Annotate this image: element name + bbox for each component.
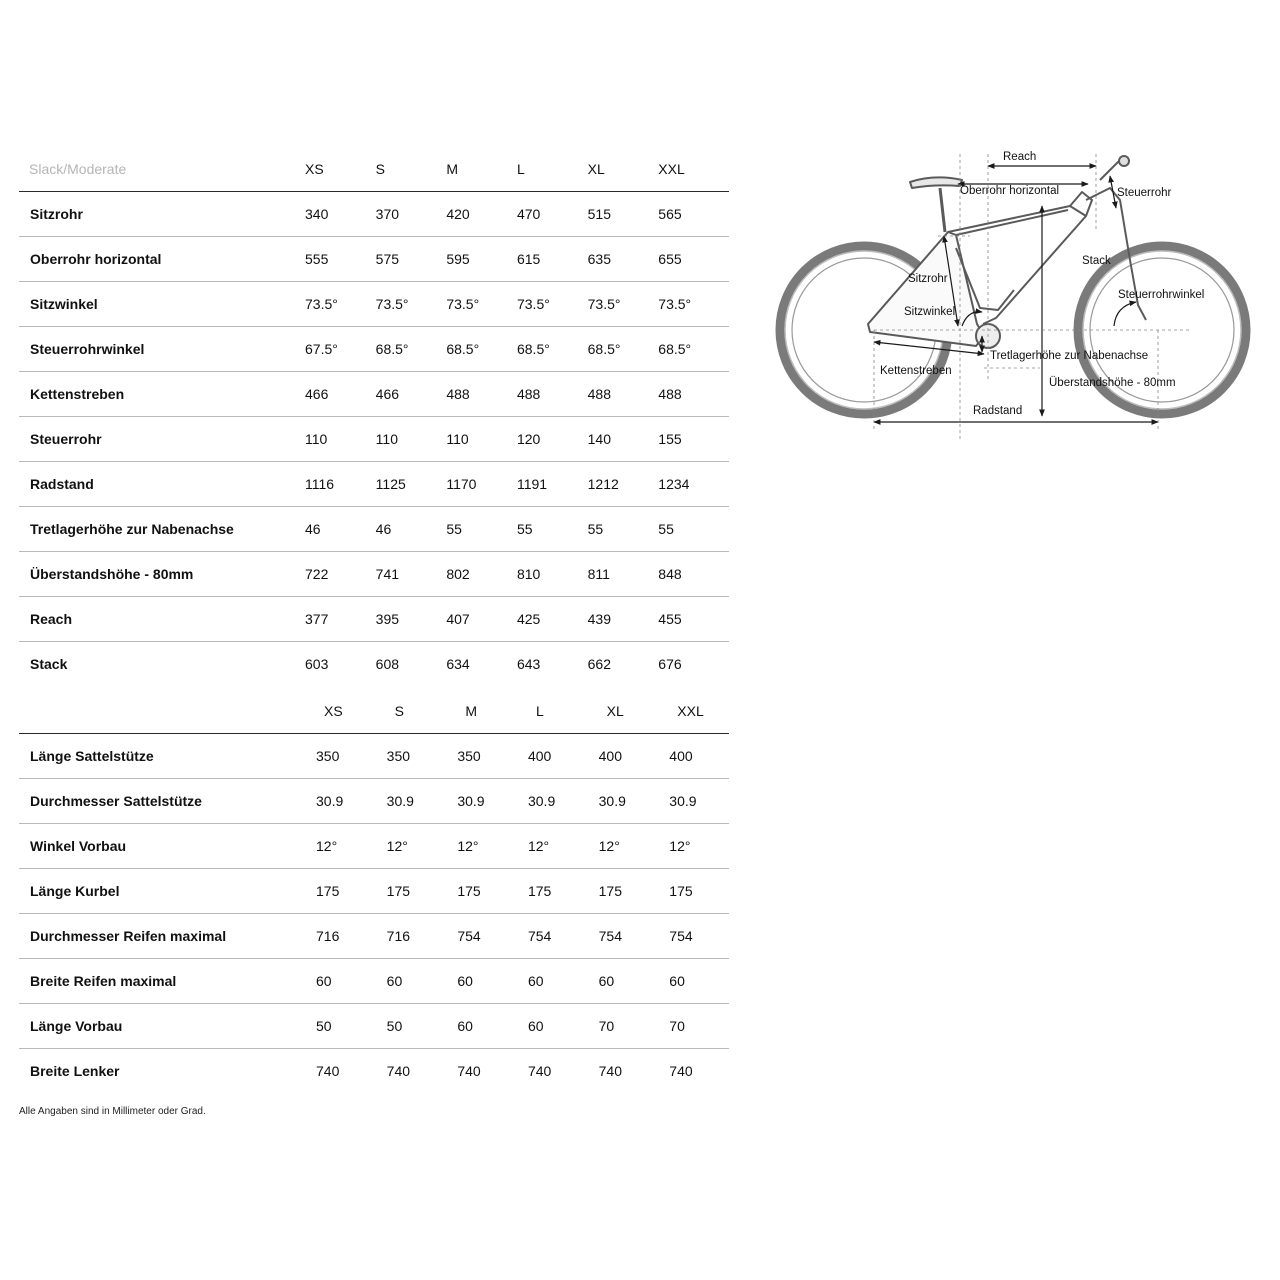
row-label: Breite Reifen maximal bbox=[19, 959, 305, 1004]
cell-l: 60 bbox=[517, 959, 588, 1004]
cell-xxl: 155 bbox=[658, 417, 729, 462]
table-row bbox=[19, 552, 729, 597]
cell-xxl: 70 bbox=[658, 1004, 729, 1049]
row-label: Reach bbox=[19, 597, 305, 642]
cell-xl: 70 bbox=[588, 1004, 659, 1049]
label-reach: Reach bbox=[1003, 151, 1037, 163]
cell-xl: 400 bbox=[588, 734, 659, 779]
cell-l: 175 bbox=[517, 869, 588, 914]
cell-xl: 811 bbox=[588, 552, 659, 597]
size-header-s: S bbox=[376, 689, 447, 734]
bike-geometry-diagram bbox=[770, 140, 1260, 440]
cell-s: 608 bbox=[375, 656, 400, 672]
label-tretlager: Tretlagerhöhe zur Nabenachse bbox=[990, 350, 1149, 362]
size-header-xl: XL bbox=[588, 147, 659, 192]
cell-l: 120 bbox=[517, 417, 588, 462]
table-row bbox=[19, 779, 729, 824]
cell-xs: 740 bbox=[316, 1063, 340, 1079]
components-table bbox=[19, 689, 729, 1093]
geometry-variant-label: Slack/Moderate bbox=[19, 147, 305, 192]
row-label: Breite Lenker bbox=[30, 1063, 120, 1079]
cell-l: 55 bbox=[517, 507, 588, 552]
cell-xs: 716 bbox=[305, 914, 376, 959]
cell-m: 30.9 bbox=[446, 779, 517, 824]
cell-xs: 30.9 bbox=[305, 779, 376, 824]
row-label: Sitzwinkel bbox=[19, 282, 305, 327]
cell-l: 400 bbox=[517, 734, 588, 779]
cell-xxl: 175 bbox=[658, 869, 729, 914]
label-steuerrohrwinkel: Steuerrohrwinkel bbox=[1118, 289, 1205, 301]
cell-m: 175 bbox=[446, 869, 517, 914]
cell-xxl: 55 bbox=[658, 507, 729, 552]
table-row bbox=[19, 327, 729, 372]
cell-l: 740 bbox=[527, 1063, 552, 1079]
components-header-row bbox=[19, 689, 729, 734]
row-label: Tretlagerhöhe zur Nabenachse bbox=[19, 507, 305, 552]
cell-xxl: 488 bbox=[658, 372, 729, 417]
cell-xs: 73.5° bbox=[305, 282, 376, 327]
table-row bbox=[19, 192, 729, 237]
cell-xxl: 68.5° bbox=[658, 327, 729, 372]
size-header-xs: XS bbox=[305, 689, 376, 734]
cell-xxl: 676 bbox=[658, 656, 682, 672]
table-row bbox=[19, 372, 729, 417]
geometry-header-row bbox=[19, 147, 729, 192]
cell-m: 802 bbox=[446, 552, 517, 597]
cell-xl: 740 bbox=[598, 1063, 622, 1079]
cell-xl: 60 bbox=[588, 959, 659, 1004]
size-header-xxl: XXL bbox=[658, 689, 729, 734]
cell-xs: 722 bbox=[305, 552, 376, 597]
row-label: Radstand bbox=[19, 462, 305, 507]
cell-xxl: 754 bbox=[658, 914, 729, 959]
cell-s: 175 bbox=[376, 869, 447, 914]
table-row bbox=[19, 1004, 729, 1049]
cell-xxl: 73.5° bbox=[658, 282, 729, 327]
cell-s: 73.5° bbox=[376, 282, 447, 327]
geometry-table bbox=[19, 147, 729, 686]
cell-s: 68.5° bbox=[376, 327, 447, 372]
cell-xxl: 565 bbox=[658, 192, 729, 237]
cell-xl: 488 bbox=[588, 372, 659, 417]
row-label: Steuerrohr bbox=[19, 417, 305, 462]
row-label: Länge Sattelstütze bbox=[19, 734, 305, 779]
cell-l: 12° bbox=[517, 824, 588, 869]
cell-m: 407 bbox=[446, 597, 517, 642]
cell-xl: 73.5° bbox=[588, 282, 659, 327]
cell-xs: 466 bbox=[305, 372, 376, 417]
cell-xs: 340 bbox=[305, 192, 376, 237]
cell-s: 12° bbox=[376, 824, 447, 869]
cell-m: 488 bbox=[446, 372, 517, 417]
cell-xs: 1116 bbox=[305, 462, 376, 507]
cell-xl: 635 bbox=[588, 237, 659, 282]
cell-xs: 110 bbox=[305, 417, 376, 462]
cell-xxl: 848 bbox=[658, 552, 729, 597]
row-label: Länge Vorbau bbox=[19, 1004, 305, 1049]
row-label: Stack bbox=[30, 656, 68, 672]
cell-xs: 350 bbox=[305, 734, 376, 779]
cell-m: 754 bbox=[446, 914, 517, 959]
cell-xl: 1212 bbox=[588, 462, 659, 507]
cell-s: 60 bbox=[376, 959, 447, 1004]
size-header-xl: XL bbox=[588, 689, 659, 734]
cell-s: 350 bbox=[376, 734, 447, 779]
cell-xs: 67.5° bbox=[305, 327, 376, 372]
components-header-empty bbox=[19, 689, 305, 734]
cell-l: 68.5° bbox=[517, 327, 588, 372]
cell-m: 595 bbox=[446, 237, 517, 282]
cell-m: 1170 bbox=[446, 462, 517, 507]
table-row bbox=[19, 642, 729, 687]
size-header-l: L bbox=[517, 689, 588, 734]
cell-s: 716 bbox=[376, 914, 447, 959]
cell-xs: 12° bbox=[305, 824, 376, 869]
cell-xl: 175 bbox=[588, 869, 659, 914]
cell-m: 60 bbox=[446, 959, 517, 1004]
cell-s: 395 bbox=[376, 597, 447, 642]
table-row bbox=[19, 869, 729, 914]
label-radstand: Radstand bbox=[973, 405, 1023, 417]
cell-xs: 555 bbox=[305, 237, 376, 282]
label-sitzwinkel: Sitzwinkel bbox=[904, 306, 956, 318]
cell-xl: 55 bbox=[588, 507, 659, 552]
cell-l: 615 bbox=[517, 237, 588, 282]
cell-m: 350 bbox=[446, 734, 517, 779]
cell-l: 810 bbox=[517, 552, 588, 597]
cell-xxl: 740 bbox=[669, 1063, 693, 1079]
cell-xs: 603 bbox=[305, 656, 329, 672]
table-row bbox=[19, 959, 729, 1004]
cell-m: 110 bbox=[446, 417, 517, 462]
cell-s: 466 bbox=[376, 372, 447, 417]
cell-l: 1191 bbox=[517, 462, 588, 507]
cell-xs: 60 bbox=[305, 959, 376, 1004]
row-label: Sitzrohr bbox=[19, 192, 305, 237]
cell-xl: 12° bbox=[588, 824, 659, 869]
size-header-xs: XS bbox=[305, 147, 376, 192]
cell-xxl: 12° bbox=[658, 824, 729, 869]
cell-s: 110 bbox=[376, 417, 447, 462]
cell-s: 575 bbox=[376, 237, 447, 282]
cell-xl: 30.9 bbox=[588, 779, 659, 824]
cell-xxl: 655 bbox=[658, 237, 729, 282]
cell-m: 12° bbox=[446, 824, 517, 869]
table-row bbox=[19, 734, 729, 779]
label-oberrohr: Oberrohr horizontal bbox=[960, 185, 1060, 197]
cell-xl: 439 bbox=[588, 597, 659, 642]
cell-s: 741 bbox=[376, 552, 447, 597]
row-label: Durchmesser Sattelstütze bbox=[19, 779, 305, 824]
table-row bbox=[19, 597, 729, 642]
cell-xxl: 1234 bbox=[658, 462, 729, 507]
cell-l: 754 bbox=[517, 914, 588, 959]
row-label: Oberrohr horizontal bbox=[19, 237, 305, 282]
cell-m: 420 bbox=[446, 192, 517, 237]
cell-m: 73.5° bbox=[446, 282, 517, 327]
row-label: Durchmesser Reifen maximal bbox=[19, 914, 305, 959]
label-steuerrohr: Steuerrohr bbox=[1117, 187, 1172, 199]
cell-l: 488 bbox=[517, 372, 588, 417]
cell-s: 1125 bbox=[376, 462, 447, 507]
cell-xxl: 60 bbox=[658, 959, 729, 1004]
label-sitzrohr: Sitzrohr bbox=[908, 273, 948, 285]
cell-l: 30.9 bbox=[517, 779, 588, 824]
cell-xs: 175 bbox=[305, 869, 376, 914]
size-header-s: S bbox=[376, 147, 447, 192]
cell-m: 740 bbox=[457, 1063, 481, 1079]
cell-l: 425 bbox=[517, 597, 588, 642]
cell-l: 643 bbox=[516, 656, 541, 672]
table-row bbox=[19, 417, 729, 462]
cell-xxl: 400 bbox=[658, 734, 729, 779]
cell-l: 60 bbox=[517, 1004, 588, 1049]
cell-xl: 662 bbox=[587, 656, 611, 672]
cell-s: 740 bbox=[386, 1063, 411, 1079]
table-row bbox=[19, 1049, 729, 1094]
cell-s: 50 bbox=[376, 1004, 447, 1049]
table-row bbox=[19, 237, 729, 282]
row-label: Länge Kurbel bbox=[19, 869, 305, 914]
table-row bbox=[19, 462, 729, 507]
cell-m: 60 bbox=[446, 1004, 517, 1049]
cell-xl: 754 bbox=[588, 914, 659, 959]
label-ueberstand: Überstandshöhe - 80mm bbox=[1049, 377, 1176, 389]
size-header-l: L bbox=[517, 147, 588, 192]
table-row bbox=[19, 507, 729, 552]
cell-l: 73.5° bbox=[517, 282, 588, 327]
size-header-m: M bbox=[446, 689, 517, 734]
cell-l: 470 bbox=[517, 192, 588, 237]
cell-xs: 50 bbox=[305, 1004, 376, 1049]
row-label: Kettenstreben bbox=[19, 372, 305, 417]
table-row bbox=[19, 824, 729, 869]
label-kettenstreben: Kettenstreben bbox=[880, 365, 952, 377]
cell-xxl: 30.9 bbox=[658, 779, 729, 824]
size-header-xxl: XXL bbox=[658, 147, 729, 192]
row-label: Steuerrohrwinkel bbox=[19, 327, 305, 372]
row-label: Überstandshöhe - 80mm bbox=[19, 552, 305, 597]
cell-s: 370 bbox=[376, 192, 447, 237]
cell-xl: 140 bbox=[588, 417, 659, 462]
cell-xl: 515 bbox=[588, 192, 659, 237]
cell-m: 68.5° bbox=[446, 327, 517, 372]
cell-xs: 46 bbox=[305, 507, 376, 552]
cell-xxl: 455 bbox=[658, 597, 729, 642]
cell-s: 30.9 bbox=[376, 779, 447, 824]
cell-xs: 377 bbox=[305, 597, 376, 642]
row-label: Winkel Vorbau bbox=[19, 824, 305, 869]
label-stack: Stack bbox=[1082, 255, 1111, 267]
table-row bbox=[19, 914, 729, 959]
table-row bbox=[19, 282, 729, 327]
cell-xl: 68.5° bbox=[588, 327, 659, 372]
cell-s: 46 bbox=[376, 507, 447, 552]
cell-m: 634 bbox=[446, 656, 470, 672]
size-header-m: M bbox=[446, 147, 517, 192]
cell-m: 55 bbox=[446, 507, 517, 552]
units-footnote: Alle Angaben sind in Millimeter oder Grad. bbox=[19, 1106, 206, 1117]
